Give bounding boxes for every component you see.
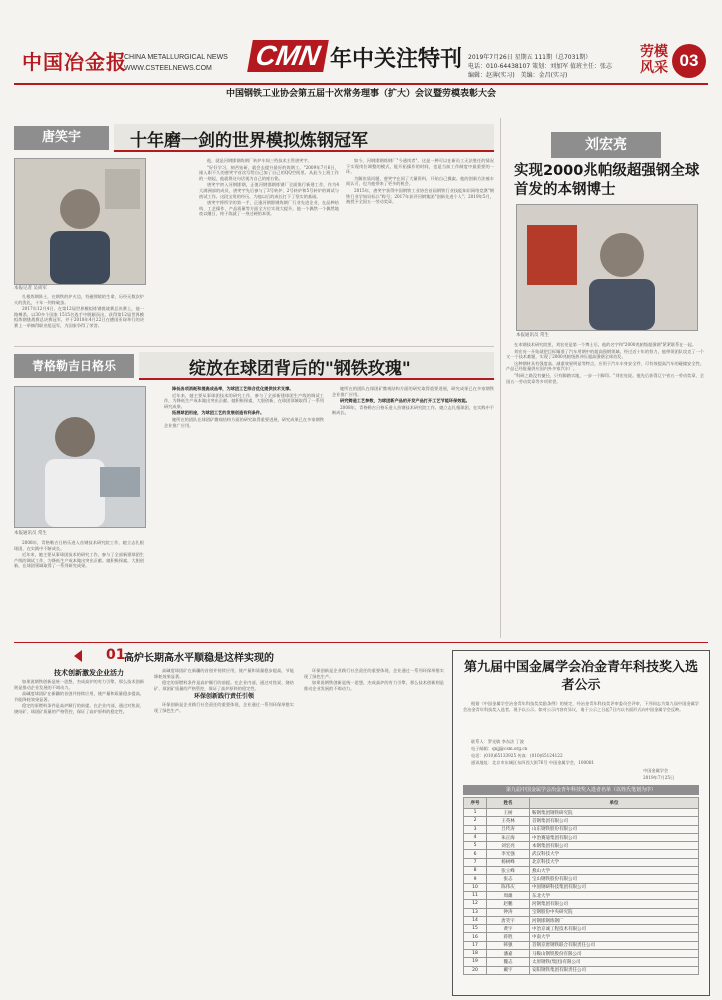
table-row xyxy=(464,858,699,866)
table-row xyxy=(464,941,699,949)
paragraph: 稳定的原燃料条件是高炉顺行的前提。在企业内部，通过对焦炭、烧结矿、球团矿质量的严格管控，保证了高炉原料的稳定性。 xyxy=(154,680,294,691)
row-index: 10 xyxy=(464,883,487,891)
awardee-unit: 宝山钢铁股份有限公司 xyxy=(530,875,699,883)
person-illustration xyxy=(15,387,145,527)
table-row xyxy=(464,950,699,958)
table-row xyxy=(464,842,699,850)
article-tang xyxy=(14,118,494,344)
table-title: 第九届中国金属学会冶金青年科技奖入选者名单（以姓氏笔划为序） xyxy=(463,785,699,795)
notice-tel: 电话：(010)65133925 传真：(010)65124122 xyxy=(471,753,563,758)
row-index: 9 xyxy=(464,875,487,883)
notice-signature: 中国金属学会 xyxy=(643,768,669,773)
row-index: 19 xyxy=(464,958,487,966)
table-row xyxy=(464,916,699,924)
portrait-photo xyxy=(14,158,146,285)
paragraph: "科研之路没有捷径，只有脚踏实地，一步一个脚印。"刘宏亮说。他先后获得辽宁省五一劳动奖章、全国五一劳动奖章等多项荣誉。 xyxy=(506,372,704,384)
awardee-unit: 武汉科技大学 xyxy=(530,850,699,858)
article-column-3 xyxy=(304,668,444,994)
awardee-name: 吕传涛 xyxy=(487,825,530,833)
paragraph: 环保创新是企业践行社会责任的重要体现，企业通过一系列环保举措实现了绿色生产。 xyxy=(154,702,294,713)
paragraph: 她所在的团队在球团矿微观结构方面的研究取得重要进展，研究成果已在多家钢铁企业推广应用。 xyxy=(164,416,324,428)
paragraph: 近年来，她主要从事球团技术的研究工作，参与了全部新建球团生产线的调试工作，为降低生产成本做出突出贡献。她积极探索，大胆创新，在球团领域取得了一系列研究成果。 xyxy=(164,392,324,409)
photo-caption: 本报记者 吴尚军 xyxy=(14,286,47,291)
awardee-unit: 马鞍山钢铁股份有限公司 xyxy=(530,950,699,958)
article-qinggele xyxy=(14,350,494,640)
editor-line: 编辑：赵薄(实习) 美编：金昌(实习) xyxy=(468,72,568,79)
paragraph: 高碱度球团矿在新疆的首创并持续应用，使产量和质量稳步提高，节能降耗效果显著。 xyxy=(154,668,294,679)
awardee-name: 朱正海 xyxy=(487,833,530,841)
awardee-unit: 本钢集团有限公司 xyxy=(530,842,699,850)
awardee-name: 韩强 xyxy=(487,941,530,949)
table-row xyxy=(464,833,699,841)
paragraph: 2008年，青格勒吉日格乐进入首钢技术研究院工作，她立志扎根球团，在实践中不断成长。 xyxy=(332,404,494,416)
notice-address: 通讯地址：北京市东城区东四西大街76号 中国金属学会，100081 xyxy=(471,760,595,765)
row-index: 5 xyxy=(464,842,487,850)
subhead: 环保创新践行责任引领 xyxy=(193,693,254,701)
notice-body: 根据《中国金属学会冶金青年科技奖奖励条例》的规定，经冶金青年科技奖评审委员会评审，下列同志为第九届中国金属学会冶金青年科技奖入选者，现予以公示。如对公示内容有异议，请于公示之日起7日内以书面形式向中国金属学会反映。 xyxy=(463,701,699,712)
awardee-name: 钟涛 xyxy=(487,908,530,916)
paragraph: 2015年，唐笑宇获得中国钢铁工业协会首届钢铁行业技能知识网络竞赛"钢铁行业学知识标兵"称号；2017年获评河钢集团"创新先进个人"；2019年5月，被授予全国五一劳动奖章。 xyxy=(346,187,494,205)
paragraph: 如果说钢铁创新是统一思想，杰成高炉的有力引擎，那么技术创新则是推动企业发展的不竭动力。 xyxy=(304,680,444,691)
awardee-unit: 中南大学 xyxy=(530,933,699,941)
article-headline xyxy=(139,352,494,380)
table-row xyxy=(464,891,699,899)
awardee-unit: 宝钢股份中央研究院 xyxy=(530,908,699,916)
notice-contact: 联系人：罗光敏 李东法 丁波 xyxy=(471,739,524,744)
row-index: 11 xyxy=(464,891,487,899)
paragraph: 他，就是河钢邯钢炼钢厂转炉车间三档技术主管唐笑宇。 xyxy=(207,158,312,163)
date-line: 2019年7月26日 星期五 111期（总7031期） xyxy=(468,54,592,61)
paragraph: 扎根炼钢阵士，在钢铁的炉火边，有磁那般的生命，历经无数次炉火的洗礼，十年一剑终破茧。 xyxy=(14,294,144,305)
headline-text: 绽放在球团背后的"钢铁玫瑰" xyxy=(189,359,411,379)
headline-text: 十年磨一剑的世界模拟炼钢冠军 xyxy=(130,131,368,151)
article-blast-furnace xyxy=(14,644,444,994)
awardee-unit: 东北大学 xyxy=(530,891,699,899)
row-index: 12 xyxy=(464,900,487,908)
paragraph: 近年来，她主要从事球团技术的研究工作，参与了全部新建球团生产线的调试工作，为降低生产成本做出突出贡献。她积极探索，大胆创新，在球团领域取得了一系列研究成果。 xyxy=(14,552,144,569)
awardee-name: 李光强 xyxy=(487,850,530,858)
row-index: 1 xyxy=(464,809,487,817)
awardee-name: 唐笑宇 xyxy=(487,916,530,924)
paragraph: "好好学习，刻苦钻研，就会去提升最好的炼钢工。"2009年7月6日，刚入职不久的唐笑宇首次写给自己加了自己的QQ空间里。从此今上班工作的一刻起，他就将这句话视为自己的座右铭。 xyxy=(199,164,339,181)
article-column-1 xyxy=(14,679,144,994)
name-tag: 唐笑宇 xyxy=(14,126,109,150)
table-row xyxy=(464,867,699,875)
paragraph: 稳定的原燃料条件是高炉顺行的前提。在企业内部，通过对焦炭、烧结矿、球团矿质量的严格管控，保证了高炉原料的稳定性。 xyxy=(14,703,144,714)
paragraph: 刘宏亮一开始就把目标瞄准了汽车用钢中的超高强钢领域。经过近十年的努力，他带领团队攻克了一个又一个技术难题，实现了2000兆帕级热冲压超高强钢全球首发。 xyxy=(506,348,704,360)
awardee-name: 王树 xyxy=(487,809,530,817)
cmn-logo: CMN xyxy=(247,40,328,72)
paragraph: 在本钢技术研究院里，刘宏亮是第一个博士后。他的名字和"2000兆帕级超强钢"紧紧联系在一起。 xyxy=(514,342,697,347)
row-index: 18 xyxy=(464,950,487,958)
section-divider xyxy=(14,346,494,347)
article-column-2 xyxy=(199,158,339,344)
paragraph: 2008年，青格勒吉日格乐进入首钢技术研究院工作，她立志扎根球团，在实践中不断成长。 xyxy=(14,540,144,551)
table-row xyxy=(464,925,699,933)
cmn-subtitle: 年中关注特刊 xyxy=(330,47,463,72)
notice-title: 第九届中国金属学会冶金青年科技奖入选者公示 xyxy=(463,660,698,693)
awardee-name: 蒋胜 xyxy=(487,933,530,941)
awardee-unit: 燕山大学 xyxy=(530,867,699,875)
name-tag: 青格勒吉日格乐 xyxy=(14,354,134,378)
awardee-name: 黄宇 xyxy=(487,925,530,933)
portrait-photo xyxy=(14,386,146,528)
paragraph: 如今，河钢邯钢炼钢厂"今通岗者"。这是一种可以在新员工无法胜任的情况下实现岗位调整的模式，能开拓操作的时间，也是当前工作制度中最重要的一环。 xyxy=(346,158,494,175)
subhead: 拓展球团用途，为球团工艺的发展创造有利条件。 xyxy=(172,410,265,416)
row-index: 3 xyxy=(464,825,487,833)
awardee-name: 潘嘉 xyxy=(487,950,530,958)
row-index: 14 xyxy=(464,916,487,924)
kicker-arrow-icon xyxy=(74,650,82,662)
column-header: 姓名 xyxy=(487,798,530,809)
awardee-unit: 北京科技大学 xyxy=(530,858,699,866)
awardee-unit: 太原钢铁(集团)有限公司 xyxy=(530,958,699,966)
kicker-number: 01 xyxy=(106,647,126,663)
table-row xyxy=(464,958,699,966)
awardee-name: 魏志 xyxy=(487,958,530,966)
awardee-name: 杨树峰 xyxy=(487,858,530,866)
article-column-2 xyxy=(154,668,294,994)
headline-text: 高炉长期高水平顺稳是这样实现的 xyxy=(124,653,274,664)
awardee-unit: 中冶赛迪集团有限公司 xyxy=(530,833,699,841)
table-row xyxy=(464,809,699,817)
section-name: 劳模风采 xyxy=(640,44,668,76)
headline-text: 实现2000兆帕级超强钢全球首发的本钢博士 xyxy=(514,163,700,198)
article-headline xyxy=(114,124,494,152)
phone-line: 电话：010-64438107 策划：刘加军 值班主任：张志 xyxy=(468,63,612,70)
table-row xyxy=(464,908,699,916)
meeting-banner: 中国钢铁工业协会第五届十次常务理事（扩大）会议暨劳模表彰大会 xyxy=(225,89,496,99)
awardee-unit: 山东钢铁股份有限公司 xyxy=(530,825,699,833)
notice-email[interactable]: 电子邮箱：qnjj@csm.org.cn xyxy=(471,746,528,751)
person-illustration xyxy=(517,205,697,330)
paragraph: 2017年12月4日，在第12届世界模拟炼钢挑战赛总决赛上，他一路搏杀，以30多个国家 1515名选手中脱颖而出，获得第12届世界模拟炼钢挑战赛总决赛冠军，并于2018年4月22日在德国亚琛举行的决赛上一举摘得职业组冠军，为国家争得了荣誉。 xyxy=(14,306,144,328)
article-liu xyxy=(506,118,708,638)
awardee-table xyxy=(463,797,699,975)
portrait-photo xyxy=(516,204,698,331)
section-divider xyxy=(14,642,708,643)
awardee-unit: 鞍钢集团钢铁研究院 xyxy=(530,809,699,817)
row-index: 2 xyxy=(464,817,487,825)
awardee-name: 戴宇 xyxy=(487,966,530,974)
paragraph: 环保创新是企业践行社会责任的重要体现，企业通过一系列环保举措实现了绿色生产。 xyxy=(304,668,444,679)
name-tag: 刘宏亮 xyxy=(551,132,661,158)
table-row xyxy=(464,850,699,858)
table-header-row xyxy=(464,798,699,809)
row-index: 20 xyxy=(464,966,487,974)
row-index: 7 xyxy=(464,858,487,866)
masthead-rule xyxy=(14,83,708,85)
column-header: 序号 xyxy=(464,798,487,809)
paragraph: 这种钢材具有强度高、减重效果明显等特点，应用于汽车车身安全件，可有效提高汽车的碰撞安全性。产品已经批量供应国内外多家汽车厂。 xyxy=(506,360,704,372)
paragraph: 高碱度球团矿在新疆的首创并持续应用，使产量和质量稳步提高，节能降耗效果显著。 xyxy=(14,691,144,702)
row-index: 13 xyxy=(464,908,487,916)
row-index: 15 xyxy=(464,925,487,933)
newspaper-english-name: CHINA METALLURGICAL NEWS xyxy=(124,54,228,61)
cmn-logo-block xyxy=(250,38,465,78)
paragraph: 为解决质问题，唐笑宇在同了大量资料，开始自己摸索。他的创新方法被车间认可，也为他带来了更多的机会。 xyxy=(346,175,494,187)
subhead: 降低各项消耗和提高成品率，为球团工艺综合优化提供技术支撑。 xyxy=(172,386,294,391)
newspaper-logo: 中国冶金报 xyxy=(22,50,127,74)
award-notice xyxy=(452,650,710,996)
article-column-1 xyxy=(14,540,144,635)
table-row xyxy=(464,966,699,974)
table-body xyxy=(464,809,699,975)
awardee-unit: 中冶京诚工程技术有限公司 xyxy=(530,925,699,933)
table-row xyxy=(464,883,699,891)
table-row xyxy=(464,825,699,833)
article-body xyxy=(506,342,704,638)
masthead xyxy=(0,0,722,99)
article-column-1 xyxy=(14,294,144,344)
awardee-name: 王英林 xyxy=(487,817,530,825)
row-index: 17 xyxy=(464,941,487,949)
awardee-name: 张立峰 xyxy=(487,867,530,875)
table-row xyxy=(464,875,699,883)
awardee-unit: 河钢集团有限公司 xyxy=(530,900,699,908)
column-divider xyxy=(500,118,501,638)
photo-caption: 本报通讯员 常生 xyxy=(14,531,47,536)
row-index: 4 xyxy=(464,833,487,841)
page-number: 03 xyxy=(672,44,706,78)
subhead: 研究铸造工艺参数，为球团新产品的开发产品打开工艺节能环保效能。 xyxy=(340,398,470,404)
paragraph: 她所在的团队在球团矿微观结构方面的研究取得重要进展，研究成果已在多家钢铁企业推广应用。 xyxy=(332,386,494,397)
paragraph: 唐笑宇将所学的第一手，正逢河钢邯钢炼钢厂行业先进企业，在品种结构、工艺操作、产品质量等方面全方位实现大提升。他一个偶然一个偶然地夜以继日，终于练就了一身过硬的本领。 xyxy=(199,200,339,217)
column-header: 单位 xyxy=(530,798,699,809)
person-illustration xyxy=(15,159,145,284)
article-column-3 xyxy=(346,158,494,344)
awardee-unit: 中国钢研科技集团有限公司 xyxy=(530,883,699,891)
photo-caption: 本报通讯员 常生 xyxy=(516,333,549,338)
row-index: 6 xyxy=(464,850,487,858)
awardee-name: 赵鹏 xyxy=(487,900,530,908)
awardee-unit: 安阳钢铁集团有限责任公司 xyxy=(530,966,699,974)
paragraph: 如果说钢铁创新是统一思想，杰成高炉的有力引擎，那么技术创新则是推动企业发展的不竭动力。 xyxy=(14,679,144,690)
notice-signature-date: 2019年7月25日 xyxy=(643,775,675,780)
awardee-name: 刘宏亮 xyxy=(487,842,530,850)
table-row xyxy=(464,817,699,825)
paragraph: 唐笑宇初入河钢邯钢，正值河钢邯钢炼钢厂全面推行新建工作，作为4大满洲部的成员，唐笑宇先后参与了3号转炉、2号转炉和5号转炉的调试与热试工作。这段宝贵的经历，为他以后的成长打下了坚实的基础。 xyxy=(199,182,339,199)
awardee-name: 周雄 xyxy=(487,891,530,899)
table-row xyxy=(464,933,699,941)
article-column-3 xyxy=(332,386,494,636)
row-index: 16 xyxy=(464,933,487,941)
article-column-2 xyxy=(164,386,324,636)
awardee-unit: 河钢邯钢炼钢厂 xyxy=(530,916,699,924)
awardee-name: 陈伟庆 xyxy=(487,883,530,891)
subhead: 技术创新激发企业活力 xyxy=(54,669,124,677)
row-index: 8 xyxy=(464,867,487,875)
awardee-name: 张志 xyxy=(487,875,530,883)
awardee-unit: 首钢集团有限公司 xyxy=(530,817,699,825)
awardee-unit: 首钢京唐钢铁联合有限责任公司 xyxy=(530,941,699,949)
table-row xyxy=(464,900,699,908)
newspaper-url[interactable]: WWW.CSTEELNEWS.COM xyxy=(124,65,212,72)
